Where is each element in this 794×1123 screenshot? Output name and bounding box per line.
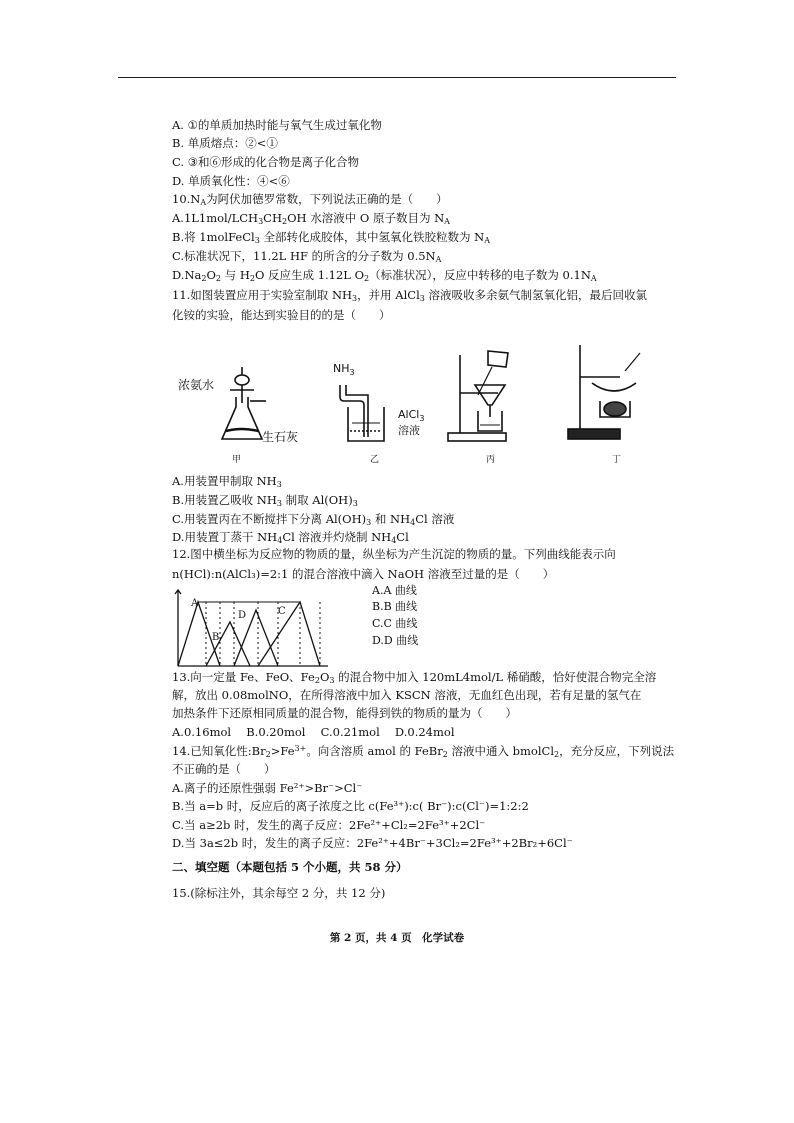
graph-label-c: C <box>278 606 286 617</box>
q12-option-d: D.D 曲线 <box>372 634 419 647</box>
q10-stem: $10.N_A$为阿伏加德罗常数，下列说法正确的是（ ） <box>172 192 448 207</box>
caption-ding: 丁 <box>612 455 622 465</box>
q14-line2: 不正确的是（ ） <box>172 762 276 776</box>
q14-option-d: D.当 3a≤2b 时，发生的离子反应：2Fe²⁺+4Br⁻+3Cl₂=2Fe³⁺+2Br₂+6Cl⁻ <box>172 836 573 850</box>
label-alcl3: AlCl$_3$ <box>398 408 425 424</box>
q11-option-c: C.用装置丙在不断搅拌下分离 $Al(OH)_3$ 和 $NH_4Cl$ 溶液 <box>172 512 455 527</box>
q10-option-c: C.标准状况下，11.2L HF 的所含的分子数为 $0.5N_A$ <box>172 249 442 264</box>
q11-option-d: D.用装置丁蒸干 $NH_4Cl$ 溶液并灼烧制 $NH_4Cl$ <box>172 530 409 545</box>
q11-option-b: B.用装置乙吸收 $NH_3$ 制取 $Al(OH)_3$ <box>172 493 358 508</box>
apparatus-jia <box>222 367 266 439</box>
q13-line1: 13.向一定量 Fe、FeO、$Fe_2O_3$ 的混合物中加入 120mL4mol/L 稀硝酸，恰好使混合物完全溶 <box>172 670 657 685</box>
q9-option-a: A. ①的单质加热时能与氧气生成过氧化物 <box>172 118 382 132</box>
apparatus-figure <box>170 345 710 465</box>
q13-line3: 加热条件下还原相同质量的混合物，能得到铁的物质的量为（ ） <box>172 706 517 720</box>
q12-stem-line1: 12.图中横坐标为反应物的物质的量，纵坐标为产生沉淀的物质的量。下列曲线能表示向 <box>172 547 616 561</box>
q15-heading: 15.(除标注外，其余每空 2 分，共 12 分) <box>172 886 386 900</box>
q13-options: A.0.16mol B.0.20mol C.0.21mol D.0.24mol <box>172 725 455 739</box>
label-nh3: $NH_3$ <box>333 362 355 378</box>
q12-stem-line2: n(HCl):n(AlCl₃)=2:1 的混合溶液中滴入 NaOH 溶液至过量的是（ ） <box>172 567 555 581</box>
q12-option-b: B.B 曲线 <box>372 600 418 613</box>
caption-yi: 乙 <box>370 455 380 465</box>
q14-option-b: B.当 a=b 时，反应后的离子浓度之比 c(Fe³⁺):c( Br⁻):c(Cl⁻)=1:2:2 <box>172 799 529 813</box>
q10-option-b: B.将 1molFeCl$_3$ 全部转化成胶体，其中氢氧化铁胶粒数为 $N_A$ <box>172 230 490 245</box>
graph-label-d: D <box>238 610 247 621</box>
page-footer: 第 2 页，共 4 页 化学试卷 <box>329 932 465 944</box>
caption-jia: 甲 <box>232 455 242 465</box>
q13-line2: 解，放出 0.08molNO，在所得溶液中加入 KSCN 溶液，无血红色出现，若有足量的氢气在 <box>172 688 642 702</box>
graph-label-b: B <box>212 632 220 643</box>
graph-label-a: A <box>191 598 199 609</box>
q10-option-a: $A.1L1mol/LCH_3CH_2OH$ 水溶液中 O 原子数目为 $N_A$ <box>172 211 450 226</box>
q9-option-c: C. ③和⑥形成的化合物是离子化合物 <box>172 155 360 169</box>
q10-option-d: $D.Na_2O_2$ 与 $H_2O$ 反应生成 1.12L $O_2$（标准状况），反应中转移的电子数为 $0.1N_A$ <box>172 268 597 283</box>
label-solution: 溶液 <box>398 424 420 437</box>
apparatus-ding <box>568 345 640 439</box>
q12-option-a: A.A 曲线 <box>372 584 417 597</box>
caption-bing: 丙 <box>486 455 496 465</box>
q14-option-a: A.离子的还原性强弱 Fe²⁺>Br⁻>Cl⁻ <box>172 781 363 795</box>
q11-option-a: A.用装置甲制取 $NH_3$ <box>172 474 282 489</box>
q9-option-d: D. 单质氧化性：④<⑥ <box>172 174 290 188</box>
label-quicklime: 生石灰 <box>262 430 299 444</box>
apparatus-yi <box>340 385 384 441</box>
label-concentrated-ammonia: 浓氨水 <box>178 378 215 392</box>
section-fill-in-heading: 二、填空题（本题包括 5 个小题，共 58 分） <box>172 860 408 874</box>
q14-line1: 14.已知氧化性$:Br_2>Fe^{3+}$。向含溶质 amol 的 FeBr$_2$ 溶液中通入 bmolCl$_2$，充分反应，下列说法 <box>172 744 675 759</box>
curve-c <box>258 602 320 666</box>
q11-stem-line2: 化铵的实验，能达到实验目的的是（ ） <box>172 308 391 322</box>
q9-option-b: B. 单质熔点：②<① <box>172 136 278 150</box>
q12-option-c: C.C 曲线 <box>372 617 418 630</box>
q11-stem-line1: 11.如图装置应用于实验室制取 $NH_3$，并用 AlCl$_3$ 溶液吸收多余氨气制氢氧化铝，最后回收氯 <box>172 288 648 303</box>
q14-option-c: C.当 a≥2b 时，发生的离子反应：2Fe²⁺+Cl₂=2Fe³⁺+2Cl⁻ <box>172 818 486 832</box>
apparatus-bing <box>448 351 508 441</box>
header-rule <box>118 77 676 78</box>
